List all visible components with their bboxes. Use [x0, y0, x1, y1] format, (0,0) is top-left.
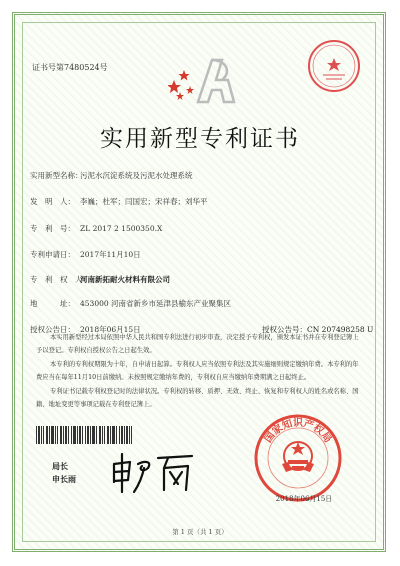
body-paragraph-3: 专利证书记载专利权登记时的法律状况。专利权的转移、质押、无效、终止、恢复和专利权人的姓名或名称、国籍、地址变更等事项记载在专利登记簿上。	[36, 388, 359, 408]
field-patent-no-label: 专 利 号：	[30, 224, 75, 233]
barcode-icon	[36, 426, 132, 444]
seal-date: 2018年06月15日	[275, 495, 333, 503]
field-filing-date-value: 2017年11月10日	[80, 250, 141, 259]
field-name-label: 实用新型名称：	[30, 171, 83, 180]
field-filing-date	[30, 249, 141, 260]
field-inventor	[30, 196, 208, 207]
field-patent-no	[30, 223, 162, 234]
director-name: 申长雨	[52, 474, 76, 484]
field-owner	[30, 274, 170, 285]
body-paragraph-2: 本专利的专利权期限为十年，自申请日起算。专利权人应当依照专利法及其实施细则规定缴纳年费。本专利的年费应当在每年11月10日前缴纳。未按照规定缴纳年费的，专利权自应当缴纳年费期满之日起终止。	[36, 361, 359, 381]
director-title: 局长	[52, 461, 68, 471]
field-grant-date-label: 授权公告日：	[30, 325, 75, 334]
certificate-title: 实用新型专利证书	[100, 126, 300, 152]
patent-office-logo-icon	[168, 50, 238, 110]
page-number: 第 1 页（共 1 页）	[172, 528, 228, 536]
field-owner-label: 专 利 权 人：	[30, 275, 90, 284]
body-paragraph-1: 本实用新型经过本局依照中华人民共和国专利法进行初步审查，决定授予专利权，颁发本证书并在专利登记簿上予以登记。专利权自授权公告之日起生效。	[36, 334, 359, 354]
field-address-value: 453000 河南省新乡市延津县榆东产业聚集区	[80, 299, 232, 308]
field-name-value: 污泥水沉淀系统及污泥水处理系统	[80, 171, 193, 180]
svg-text:国家知识产权局	[261, 416, 335, 445]
signature-icon	[108, 450, 198, 496]
certificate-body-text	[36, 332, 364, 412]
field-grant-date-value: 2018年06月15日	[80, 325, 141, 334]
certificate-number: 证书号第7480524号	[32, 63, 108, 72]
field-inventor-value: 李巍；杜军；闫国宏；宋祥春；刘华平	[80, 197, 208, 206]
field-grant-no-value: CN 207498258 U	[307, 325, 374, 334]
field-address	[30, 298, 231, 309]
field-grant-no-label: 授权公告号：	[262, 325, 307, 334]
official-seal-icon	[252, 412, 344, 504]
agency-stamp-icon	[306, 38, 362, 94]
field-address-label: 地 址：	[30, 299, 75, 308]
field-inventor-label: 发 明 人：	[30, 197, 75, 206]
field-filing-date-label: 专利申请日：	[30, 250, 75, 259]
seal-text: 国家知识产权局	[262, 418, 334, 445]
field-name	[30, 170, 193, 181]
field-owner-value: 河南新拓耐火材料有限公司	[80, 275, 170, 284]
field-patent-no-value: ZL 2017 2 1500350.X	[80, 224, 163, 233]
